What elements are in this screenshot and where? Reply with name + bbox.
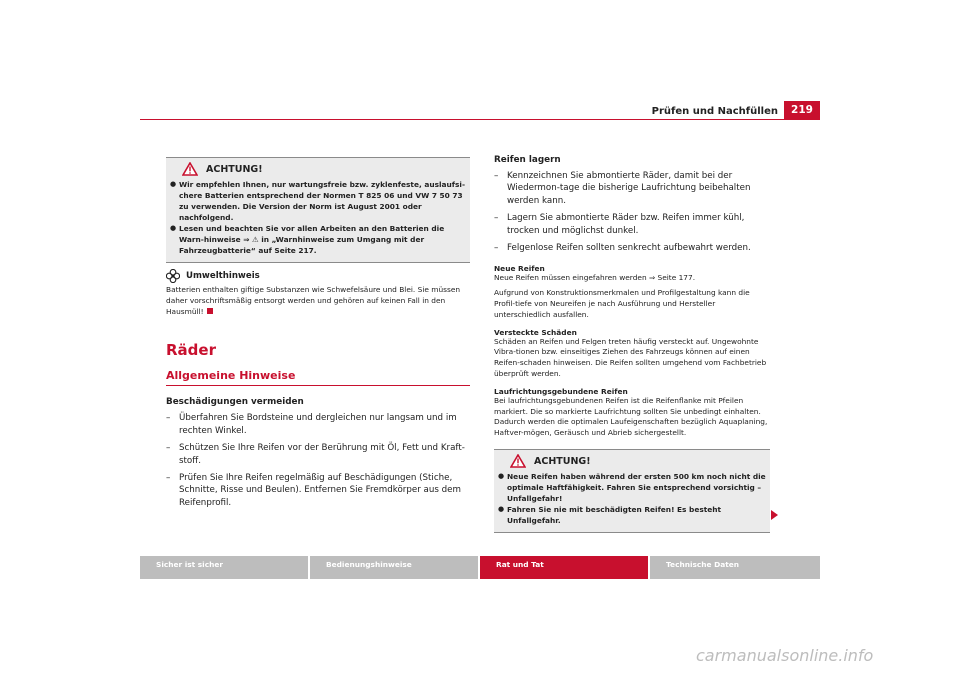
footer-tab-advice[interactable]: Rat und Tat: [480, 556, 648, 579]
bullet-icon: ●: [498, 472, 505, 480]
warning-box: [166, 157, 470, 263]
warning-item: ● Lesen und beachten Sie vor allen Arbeiten an den Batterien die Warn-hinweise ⇒ ⚠ in „Warnhinweise zum Umgang mit der Fahrzeugbatterie“ auf Seite 217.: [170, 224, 445, 255]
list-item: – Überfahren Sie Bordsteine und dergleichen nur langsam und im rechten Winkel.: [166, 413, 457, 436]
environment-note-header: [166, 269, 470, 283]
warning-triangle-icon: [510, 454, 526, 468]
list-item: – Prüfen Sie Ihre Reifen regelmäßig auf Beschädigungen (Stiche, Schnitte, Risse und Beulen). Entfernen Sie Fremdkörper aus dem Reifenprofil.: [166, 473, 461, 508]
watermark: carmanualsonline.info: [696, 646, 874, 665]
chapter-title: Räder: [166, 341, 216, 360]
warning-header: [182, 162, 466, 176]
subheading-storage: Reifen lagern: [494, 155, 561, 165]
left-column: [166, 157, 470, 509]
flower-environment-icon: [166, 269, 180, 283]
bullet-icon: ●: [170, 224, 177, 232]
paragraph: Aufgrund von Konstruktionsmerkmalen und Profilgestaltung kann die Profil-tiefe von Neureifen je nach Ausführung und Hersteller unterschiedlich ausfallen.: [494, 288, 750, 319]
subheading-damage: Beschädigungen vermeiden: [166, 397, 304, 408]
warning-triangle-icon: [182, 162, 198, 176]
subheading-directional: Laufrichtungsgebundene Reifen: [494, 386, 628, 396]
end-square-icon: [207, 308, 213, 314]
warning-item: ● Fahren Sie nie mit beschädigten Reifen! Es besteht Unfallgefahr.: [498, 505, 722, 525]
section-title: Allgemeine Hinweise: [166, 369, 470, 386]
running-header-title: Prüfen und Nachfüllen: [651, 106, 778, 117]
footer-tab-technical[interactable]: Technische Daten: [650, 556, 820, 579]
list-item: – Schützen Sie Ihre Reifen vor der Berührung mit Öl, Fett und Kraft-stoff.: [166, 443, 465, 466]
paragraph: Schäden an Reifen und Felgen treten häufig versteckt auf. Ungewohnte Vibra-tionen bzw. einseitiges Ziehen des Fahrzeugs können auf einen Reifen-schaden hinweisen. Die Reifen sollten umgehend vom Fachbetrieb überprüft werden.: [494, 336, 767, 379]
page-number: 219: [784, 101, 820, 119]
warning-box: [494, 449, 770, 533]
bullet-icon: ●: [498, 505, 505, 513]
paragraph: Bei laufrichtungsgebundenen Reifen ist die Reifenflanke mit Pfeilen markiert. Die so markierte Laufrichtung sollten Sie unbedingt einhalten. Dadurch werden die optimalen Laufeigenschaften bezüglich Aquaplaning, Haftver-mögen, Geräusch und Abrieb sichergestellt.: [494, 395, 768, 438]
header-rule: [140, 119, 820, 120]
warning-title: ACHTUNG!: [534, 455, 591, 467]
footer-tab-operation[interactable]: Bedienungshinweise: [310, 556, 478, 579]
paragraph: Neue Reifen müssen eingefahren werden ⇒ Seite 177.: [494, 273, 696, 283]
bullet-icon: ●: [170, 180, 177, 188]
environment-note-text: Batterien enthalten giftige Substanzen wie Schwefelsäure und Blei. Sie müssen daher vorschriftsmäßig entsorgt werden und gehören auf keinen Fall in den Hausmüll!: [166, 285, 461, 316]
warning-header: [510, 454, 766, 468]
list-item: – Felgenlose Reifen sollten senkrecht aufbewahrt werden.: [494, 243, 751, 254]
warning-item: ● Neue Reifen haben während der ersten 500 km noch nicht die optimale Haftfähigkeit. Fahren Sie entsprechend vorsichtig – Unfallgefahr!: [498, 472, 766, 503]
subheading-hidden-damage: Versteckte Schäden: [494, 327, 577, 337]
list-item: – Lagern Sie abmontierte Räder bzw. Reifen immer kühl, trocken und möglichst dunkel.: [494, 213, 745, 236]
subheading-new-tyres: Neue Reifen: [494, 264, 545, 274]
footer-tab-safety[interactable]: Sicher ist sicher: [140, 556, 308, 579]
warning-title: ACHTUNG!: [206, 163, 263, 175]
list-item: – Kennzeichnen Sie abmontierte Räder, damit bei der Wiedermon-tage die bisherige Laufrichtung beibehalten werden kann.: [494, 171, 751, 206]
warning-item: ● Wir empfehlen Ihnen, nur wartungsfreie bzw. zyklenfeste, auslaufsi-chere Batterien entsprechend der Normen T 825 06 und VW 7 50 73 zu verwenden. Die Version der Norm ist August 2001 oder nachfolgend.: [170, 180, 466, 222]
continue-arrow-icon: [771, 510, 778, 520]
environment-note-title: Umwelthinweis: [186, 271, 260, 281]
right-column: [494, 155, 770, 533]
